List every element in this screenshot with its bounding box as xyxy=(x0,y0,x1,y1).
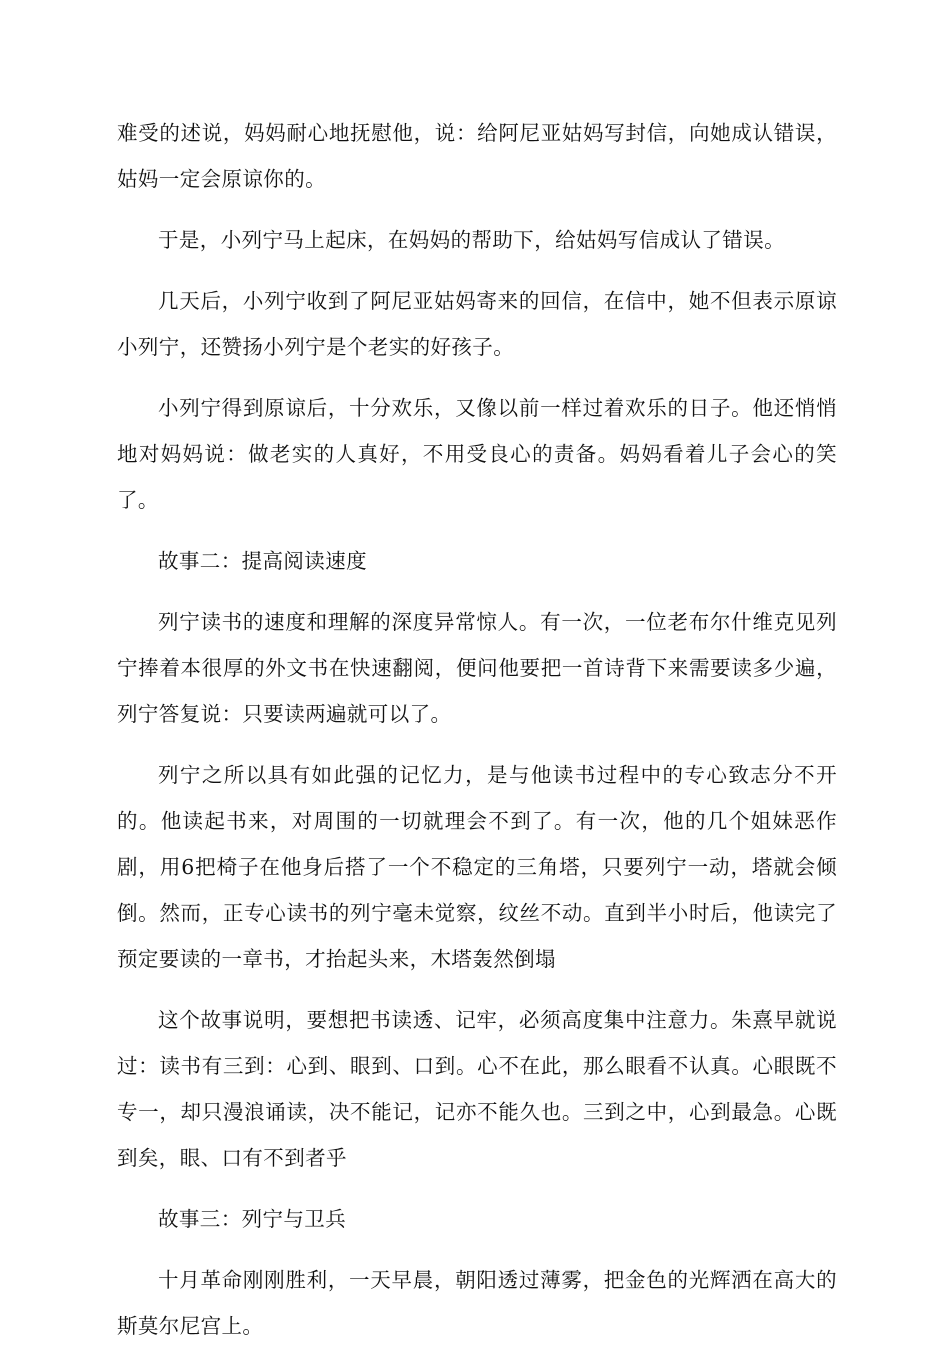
paragraph: 这个故事说明，要想把书读透、记牢，必须高度集中注意力。朱熹早就说过：读书有三到：心到、眼到、口到。心不在此，那么眼看不认真。心眼既不专一，却只漫浪诵读，决不能记，记亦不能久也。三到之中，心到最急。心既到矣，眼、口有不到者乎 xyxy=(117,1008,837,1170)
paragraph: 列宁之所以具有如此强的记忆力，是与他读书过程中的专心致志分不开的。他读起书来，对周围的一切就理会不到了。有一次，他的几个姐妹恶作剧，用6把椅子在他身后搭了一个不稳定的三角塔，只要列宁一动，塔就会倾倒。然而，正专心读书的列宁毫未觉察，纹丝不动。直到半小时后，他读完了预定要读的一章书，才抬起头来，木塔轰然倒塌 xyxy=(117,763,837,971)
document-page xyxy=(117,110,837,1364)
paragraph: 列宁读书的速度和理解的深度异常惊人。有一次，一位老布尔什维克见列宁捧着本很厚的外文书在快速翻阅，便问他要把一首诗背下来需要读多少遍，列宁答复说：只要读两遍就可以了。 xyxy=(117,610,837,726)
paragraph: 于是，小列宁马上起床，在妈妈的帮助下，给姑妈写信成认了错误。 xyxy=(158,228,785,252)
section-heading: 故事三：列宁与卫兵 xyxy=(158,1207,347,1231)
paragraph: 十月革命刚刚胜利，一天早晨，朝阳透过薄雾，把金色的光辉洒在高大的斯莫尔尼宫上。 xyxy=(117,1268,837,1338)
paragraph: 难受的述说，妈妈耐心地抚慰他，说：给阿尼亚姑妈写封信，向她成认错误，姑妈一定会原谅你的。 xyxy=(117,121,837,191)
paragraph: 小列宁得到原谅后，十分欢乐，又像以前一样过着欢乐的日子。他还悄悄地对妈妈说：做老实的人真好，不用受良心的责备。妈妈看着儿子会心的笑了。 xyxy=(117,396,837,512)
paragraph: 几天后，小列宁收到了阿尼亚姑妈寄来的回信，在信中，她不但表示原谅小列宁，还赞扬小列宁是个老实的好孩子。 xyxy=(117,289,837,359)
section-heading: 故事二：提高阅读速度 xyxy=(158,549,367,573)
